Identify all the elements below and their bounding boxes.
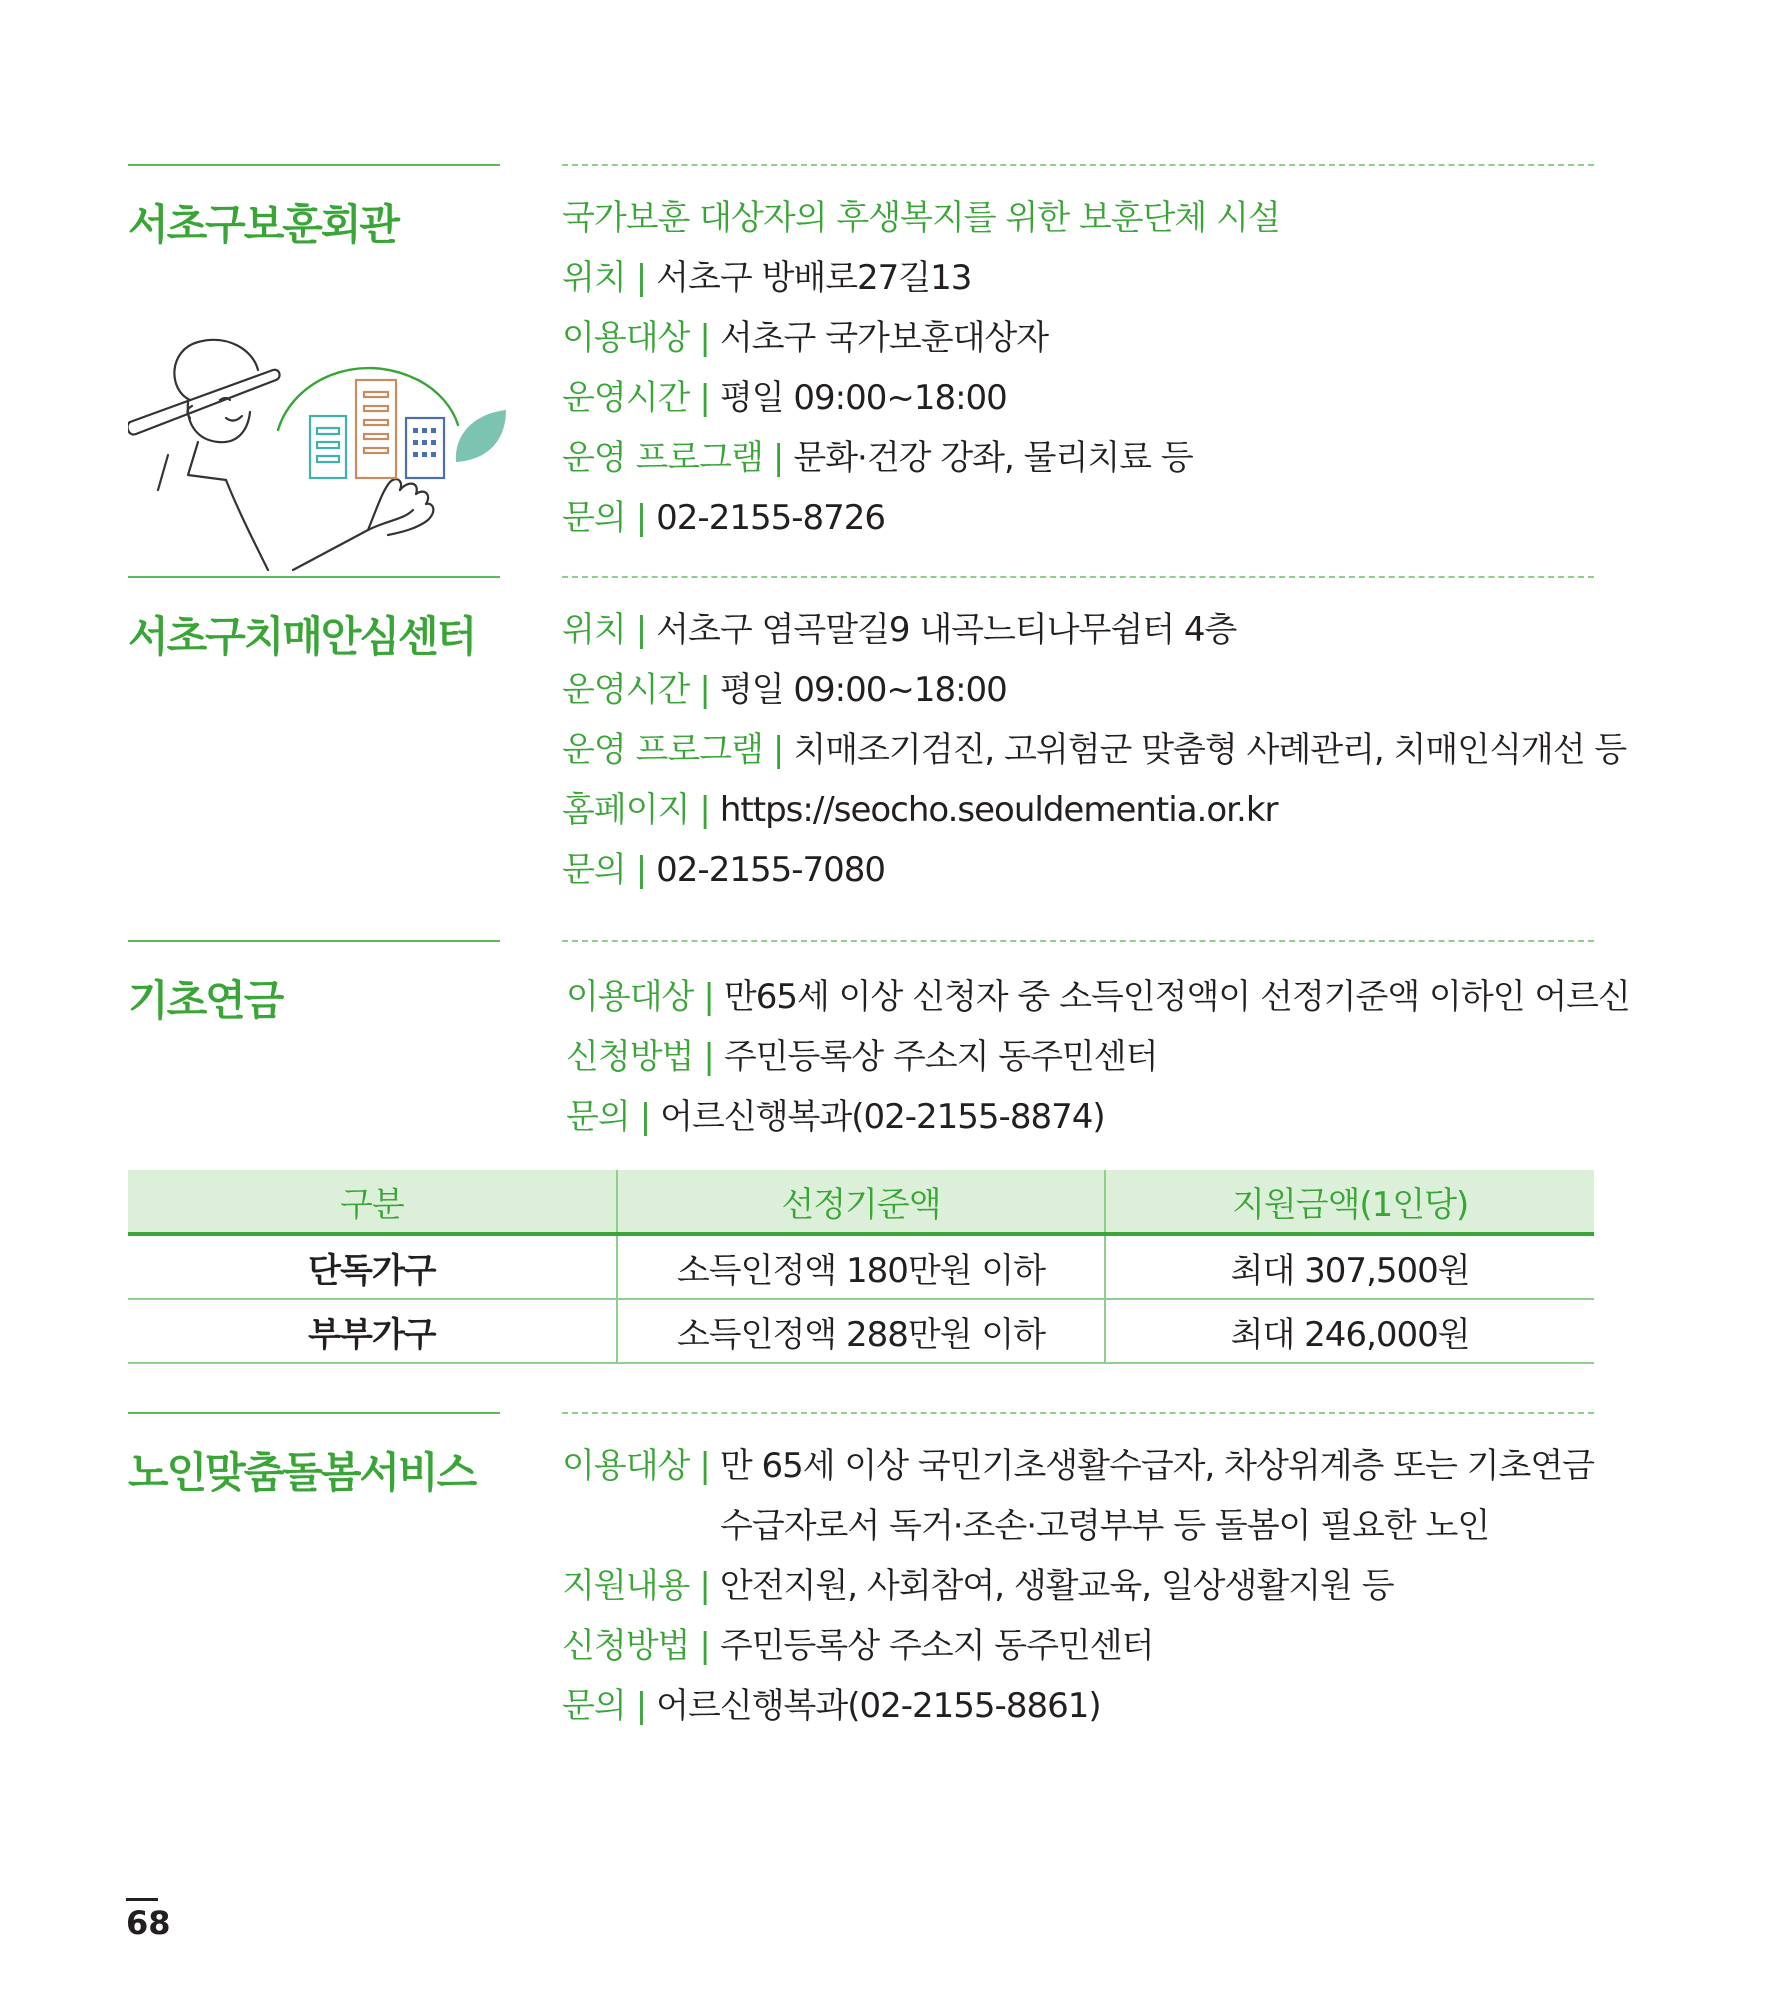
info-label: 이용대상 <box>562 1446 690 1486</box>
info-value: 평일 09:00~18:00 <box>719 378 1007 418</box>
info-row <box>562 378 1193 438</box>
separator: | <box>699 318 710 358</box>
info-row-continued <box>562 1506 1594 1566</box>
section-dashed-rule <box>562 164 1594 166</box>
separator: | <box>699 1446 710 1486</box>
separator: | <box>635 498 647 538</box>
table-cell: 소득인정액 180만원 이하 <box>617 1234 1106 1299</box>
info-row <box>566 977 1630 1037</box>
info-value: 안전지원, 사회참여, 생활교육, 일상생활지원 등 <box>719 1566 1394 1606</box>
info-value: 수급자로서 독거·조손·고령부부 등 돌봄이 필요한 노인 <box>720 1506 1490 1546</box>
info-row <box>562 258 1193 318</box>
separator: | <box>699 670 710 710</box>
table-cell: 최대 246,000원 <box>1105 1299 1594 1363</box>
separator: | <box>703 977 714 1017</box>
info-row <box>566 1097 1630 1157</box>
info-value: 02-2155-8726 <box>656 498 886 538</box>
separator: | <box>635 1686 647 1726</box>
info-value: 문화·건강 강좌, 물리치료 등 <box>793 438 1193 478</box>
section-title-bohun: 서초구보훈회관 <box>128 200 399 249</box>
buildings-icon <box>308 378 448 483</box>
table-row <box>128 1234 1594 1299</box>
info-label: 이용대상 <box>562 318 690 358</box>
info-label: 신청방법 <box>566 1037 694 1077</box>
info-label: 문의 <box>562 850 626 890</box>
info-value: 평일 09:00~18:00 <box>719 670 1007 710</box>
info-label: 문의 <box>566 1097 630 1137</box>
separator: | <box>635 258 647 298</box>
info-label: 운영시간 <box>562 378 690 418</box>
info-value: 서초구 방배로27길13 <box>656 258 972 298</box>
info-value: 서초구 염곡말길9 내곡느티나무쉼터 4층 <box>656 610 1237 650</box>
section-rule <box>128 940 500 942</box>
page-number: 68 <box>126 1904 171 1942</box>
separator: | <box>635 850 647 890</box>
separator: | <box>699 1626 710 1666</box>
separator: | <box>772 438 784 478</box>
info-value: 주민등록상 주소지 동주민센터 <box>719 1626 1154 1666</box>
info-row <box>562 730 1626 790</box>
table-cell: 부부가구 <box>128 1299 617 1363</box>
section-rule <box>128 576 500 578</box>
section-rule <box>128 164 500 166</box>
table-cell: 소득인정액 288만원 이하 <box>617 1299 1106 1363</box>
info-list-bohun <box>562 258 1193 558</box>
info-row <box>562 610 1626 670</box>
info-label: 지원내용 <box>562 1566 690 1606</box>
info-row <box>562 670 1626 730</box>
separator: | <box>639 1097 651 1137</box>
info-row <box>566 1037 1630 1097</box>
pension-table <box>128 1170 1594 1364</box>
table-header-cell: 선정기준액 <box>617 1170 1106 1234</box>
info-label: 홈페이지 <box>562 790 690 830</box>
leaf-icon <box>452 406 510 466</box>
info-list-dementia <box>562 610 1626 910</box>
info-row <box>562 850 1626 910</box>
separator: | <box>699 790 710 830</box>
info-value: 주민등록상 주소지 동주민센터 <box>723 1037 1158 1077</box>
table-cell: 단독가구 <box>128 1234 617 1299</box>
info-row <box>562 1446 1594 1506</box>
page-number-rule <box>126 1898 158 1901</box>
info-label: 운영시간 <box>562 670 690 710</box>
info-row <box>562 1566 1594 1626</box>
section-dashed-rule <box>562 940 1594 942</box>
info-list-pension <box>566 977 1630 1157</box>
table-row <box>128 1299 1594 1363</box>
info-row <box>562 438 1193 498</box>
section-rule <box>128 1412 500 1414</box>
info-label: 문의 <box>562 1686 626 1726</box>
section-subtitle: 국가보훈 대상자의 후생복지를 위한 보훈단체 시설 <box>562 198 1280 238</box>
table-header-cell: 지원금액(1인당) <box>1105 1170 1594 1234</box>
info-value: 서초구 국가보훈대상자 <box>719 318 1049 358</box>
info-value: 어르신행복과(02-2155-8874) <box>660 1097 1105 1137</box>
info-value: 만65세 이상 신청자 중 소득인정액이 선정기준액 이하인 어르신 <box>723 977 1630 1017</box>
table-header-row <box>128 1170 1594 1234</box>
info-value: 치매조기검진, 고위험군 맞춤형 사례관리, 치매인식개선 등 <box>793 730 1627 770</box>
info-value: 02-2155-7080 <box>656 850 886 890</box>
section-title-care: 노인맞춤돌봄서비스 <box>128 1448 476 1497</box>
info-row <box>562 790 1626 850</box>
section-dashed-rule <box>562 576 1594 578</box>
info-row <box>562 498 1193 558</box>
section-title-pension: 기초연금 <box>128 976 283 1025</box>
info-label: 위치 <box>562 610 626 650</box>
info-label: 위치 <box>562 258 626 298</box>
table-header-cell: 구분 <box>128 1170 617 1234</box>
info-row <box>562 1626 1594 1686</box>
info-label: 운영 프로그램 <box>562 730 763 770</box>
info-row <box>562 1686 1594 1746</box>
separator: | <box>772 730 784 770</box>
info-value: 어르신행복과(02-2155-8861) <box>656 1686 1101 1726</box>
info-label: 이용대상 <box>566 977 694 1017</box>
info-row <box>562 318 1193 378</box>
separator: | <box>699 378 710 418</box>
section-title-dementia: 서초구치매안심센터 <box>128 612 476 661</box>
homepage-link[interactable]: https://seocho.seouldementia.or.kr <box>719 790 1278 830</box>
info-value: 만 65세 이상 국민기초생활수급자, 차상위계층 또는 기초연금 <box>719 1446 1595 1486</box>
info-label: 문의 <box>562 498 626 538</box>
separator: | <box>699 1566 710 1606</box>
separator: | <box>635 610 647 650</box>
info-list-care <box>562 1446 1594 1746</box>
table-cell: 최대 307,500원 <box>1105 1234 1594 1299</box>
info-label: 운영 프로그램 <box>562 438 763 478</box>
section-dashed-rule <box>562 1412 1594 1414</box>
separator: | <box>703 1037 714 1077</box>
info-label: 신청방법 <box>562 1626 690 1666</box>
